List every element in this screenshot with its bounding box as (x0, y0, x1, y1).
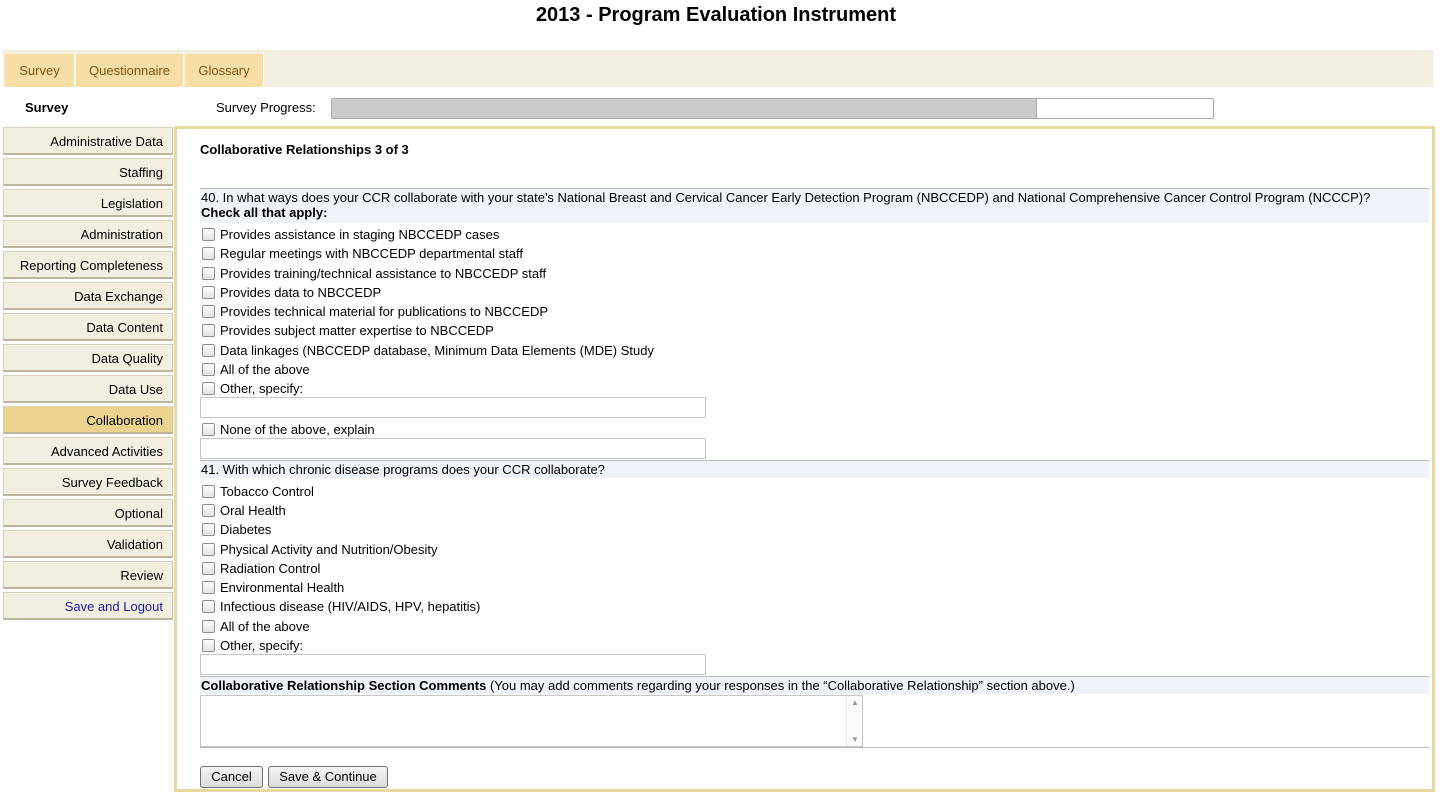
option-label: Provides assistance in staging NBCCEDP cases (220, 227, 500, 242)
q40-option[interactable] (202, 342, 654, 359)
q41-option[interactable] (202, 579, 344, 596)
option-label: Radiation Control (220, 561, 321, 576)
checkbox[interactable] (202, 423, 215, 436)
sidebar (3, 127, 173, 623)
sidebar-item-data-use[interactable]: Data Use (3, 375, 173, 403)
sidebar-item-data-quality[interactable]: Data Quality (3, 344, 173, 372)
checkbox[interactable] (202, 363, 215, 376)
checkbox[interactable] (202, 267, 215, 280)
comments-hint: (You may add comments regarding your responses in the “Collaborative Relationship” section above.) (486, 678, 1075, 693)
q41-option-other[interactable] (202, 637, 303, 654)
q41-other-specify-input[interactable] (200, 654, 706, 675)
sidebar-item-data-content[interactable]: Data Content (3, 313, 173, 341)
checkbox[interactable] (202, 600, 215, 613)
sidebar-item-optional[interactable]: Optional (3, 499, 173, 527)
comments-header (200, 676, 1429, 694)
checkbox[interactable] (202, 305, 215, 318)
q40-option[interactable] (202, 361, 310, 378)
option-label: Data linkages (NBCCEDP database, Minimum Data Elements (MDE) Study (220, 343, 654, 358)
divider (200, 747, 1429, 748)
question-40-header (200, 188, 1429, 223)
q41-option[interactable] (202, 618, 310, 635)
checkbox[interactable] (202, 324, 215, 337)
option-label: Provides training/technical assistance to NBCCEDP staff (220, 266, 547, 281)
progress-bar (331, 98, 1214, 119)
option-label: Oral Health (220, 503, 286, 518)
q40-option-none[interactable] (202, 421, 375, 438)
q41-option[interactable] (202, 483, 314, 500)
checkbox[interactable] (202, 639, 215, 652)
sidebar-item-advanced-activities[interactable]: Advanced Activities (3, 437, 173, 465)
option-label: Provides technical material for publications to NBCCEDP (220, 304, 549, 319)
sidebar-item-administration[interactable]: Administration (3, 220, 173, 248)
sidebar-item-data-exchange[interactable]: Data Exchange (3, 282, 173, 310)
sidebar-item-administrative-data[interactable]: Administrative Data (3, 127, 173, 155)
question-41-header (200, 460, 1429, 478)
option-label: Infectious disease (HIV/AIDS, HPV, hepatitis) (220, 599, 481, 614)
q41-option[interactable] (202, 541, 437, 558)
question-41-text: 41. With which chronic disease programs does your CCR collaborate? (201, 462, 605, 477)
save-continue-button[interactable]: Save & Continue (268, 766, 388, 788)
checkbox[interactable] (202, 382, 215, 395)
option-label: Provides data to NBCCEDP (220, 285, 382, 300)
textarea-scrollbar[interactable] (846, 696, 862, 746)
cancel-button[interactable]: Cancel (200, 766, 263, 788)
q40-option[interactable] (202, 245, 523, 262)
checkbox[interactable] (202, 543, 215, 556)
sidebar-item-survey-feedback[interactable]: Survey Feedback (3, 468, 173, 496)
q41-option[interactable] (202, 502, 286, 519)
option-label: Tobacco Control (220, 484, 314, 499)
q41-option[interactable] (202, 560, 320, 577)
checkbox[interactable] (202, 523, 215, 536)
scroll-up-arrow-icon[interactable]: ▲ (851, 698, 859, 707)
checkbox[interactable] (202, 504, 215, 517)
progress-label: Survey Progress: (216, 100, 316, 115)
scroll-down-arrow-icon[interactable]: ▼ (851, 735, 859, 744)
q40-option[interactable] (202, 226, 499, 243)
survey-heading: Survey (25, 100, 69, 115)
q40-option[interactable] (202, 284, 381, 301)
sidebar-item-staffing[interactable]: Staffing (3, 158, 173, 186)
sidebar-item-validation[interactable]: Validation (3, 530, 173, 558)
section-title: Collaborative Relationships 3 of 3 (200, 142, 409, 157)
q40-option[interactable] (202, 322, 494, 339)
option-label: Provides subject matter expertise to NBCCEDP (220, 323, 494, 338)
option-label: Physical Activity and Nutrition/Obesity (220, 542, 438, 557)
tab-glossary[interactable]: Glossary (185, 54, 264, 87)
sidebar-item-review[interactable]: Review (3, 561, 173, 589)
checkbox[interactable] (202, 286, 215, 299)
tab-survey[interactable]: Survey (5, 54, 75, 87)
q40-option[interactable] (202, 265, 546, 282)
option-label: Environmental Health (220, 580, 345, 595)
survey-form-panel (174, 126, 1435, 792)
question-40-text: 40. In what ways does your CCR collaborate with your state's National Breast and Cervical Cancer Early Detection Program (NBCCEDP) and National Comprehensive Cancer Control Program (NCCCP)? (201, 190, 1371, 205)
option-label: Other, specify: (220, 638, 304, 653)
q41-option[interactable] (202, 598, 480, 615)
q40-option-other[interactable] (202, 380, 303, 397)
checkbox[interactable] (202, 581, 215, 594)
question-40-instruction: Check all that apply: (201, 205, 328, 220)
checkbox[interactable] (202, 620, 215, 633)
tab-questionnaire[interactable]: Questionnaire (76, 54, 184, 87)
save-and-logout-link[interactable]: Save and Logout (3, 592, 173, 620)
sidebar-item-collaboration[interactable]: Collaboration (3, 406, 173, 434)
checkbox[interactable] (202, 344, 215, 357)
option-label: Regular meetings with NBCCEDP departmental staff (220, 246, 523, 261)
page-title: 2013 - Program Evaluation Instrument (535, 4, 897, 26)
q40-other-specify-input[interactable] (200, 397, 706, 418)
q40-none-explain-input[interactable] (200, 438, 706, 459)
checkbox[interactable] (202, 562, 215, 575)
q40-option[interactable] (202, 303, 548, 320)
comments-label: Collaborative Relationship Section Comments (201, 678, 487, 693)
section-comments-textarea[interactable] (200, 695, 863, 747)
top-tab-bar (3, 50, 1433, 87)
option-label: All of the above (220, 362, 310, 377)
option-label: None of the above, explain (220, 422, 375, 437)
progress-fill (332, 99, 1037, 118)
option-label: Diabetes (220, 522, 272, 537)
sidebar-item-legislation[interactable]: Legislation (3, 189, 173, 217)
checkbox[interactable] (202, 228, 215, 241)
checkbox[interactable] (202, 485, 215, 498)
option-label: Other, specify: (220, 381, 304, 396)
q41-option[interactable] (202, 521, 271, 538)
sidebar-item-reporting-completeness[interactable]: Reporting Completeness (3, 251, 173, 279)
checkbox[interactable] (202, 247, 215, 260)
option-label: All of the above (220, 619, 310, 634)
